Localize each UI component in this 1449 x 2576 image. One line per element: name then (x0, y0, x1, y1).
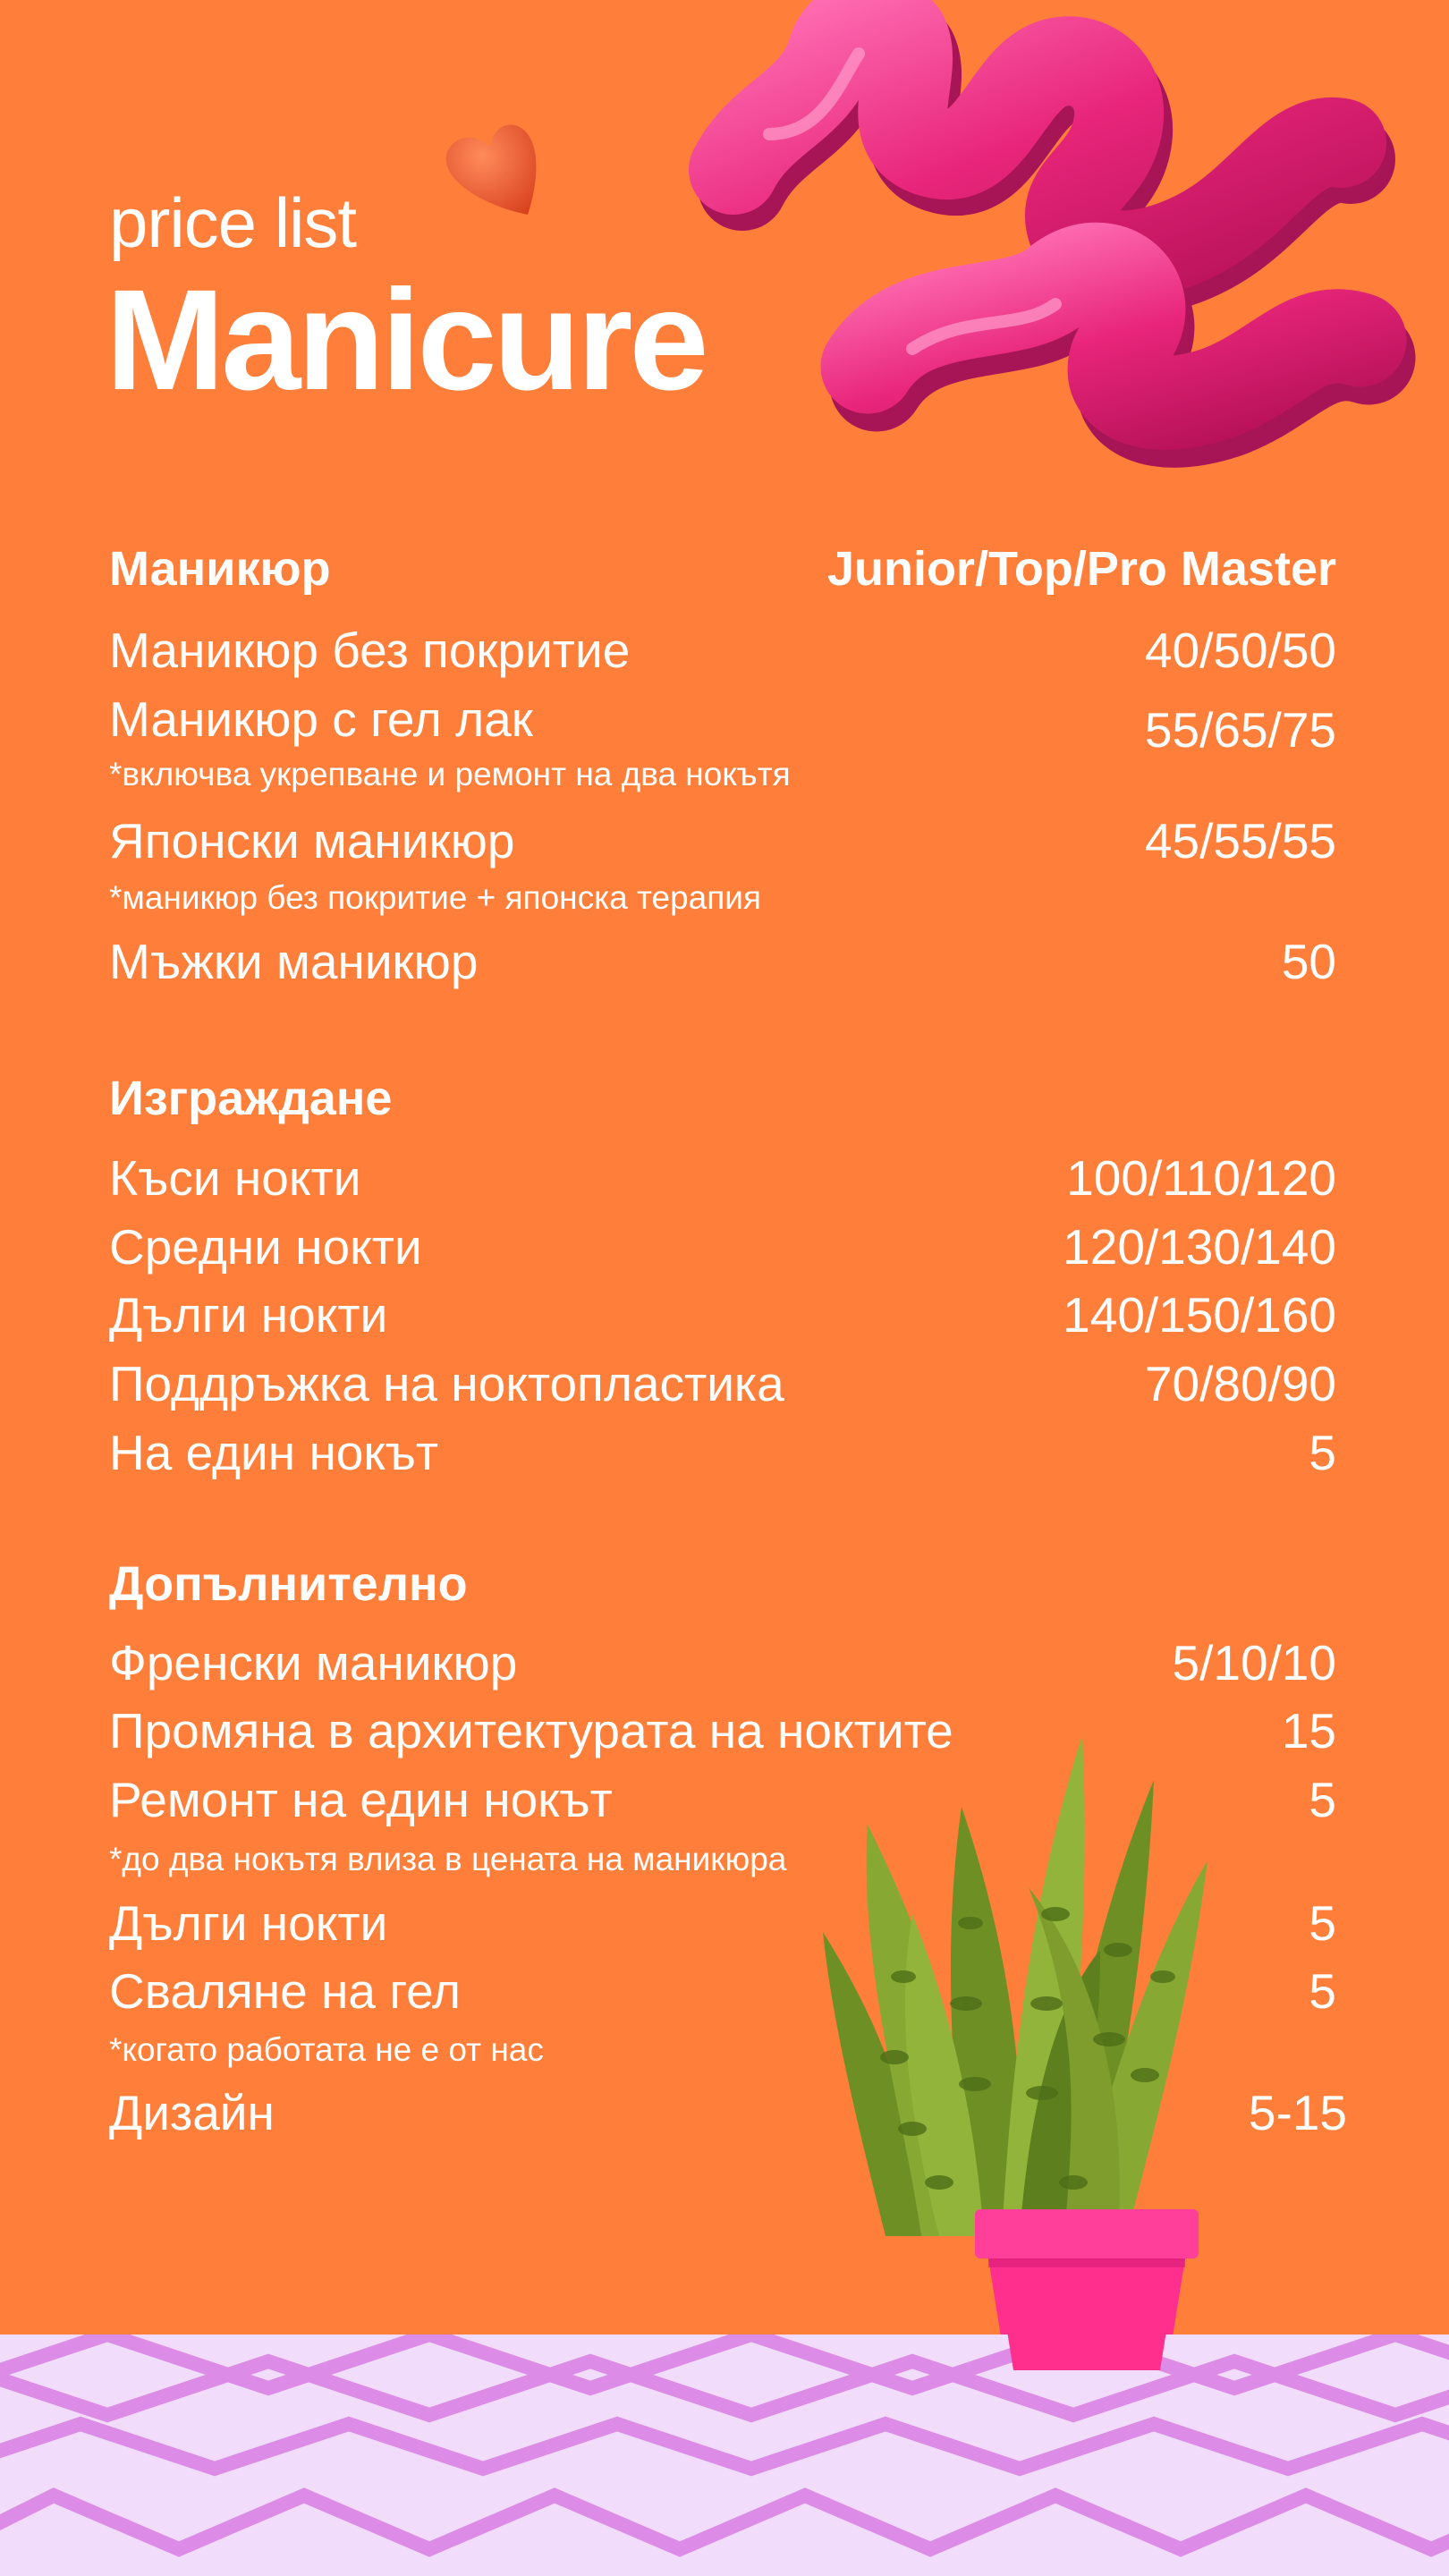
heart-icon (429, 116, 550, 224)
service-name: Ремонт на един нокът (109, 1772, 613, 1827)
service-name: Дълги нокти (109, 1287, 388, 1343)
price-row (109, 691, 1336, 758)
service-price: 50 (1281, 934, 1336, 989)
section-header-manicure (109, 541, 1336, 597)
section-heading: Маникюр (109, 542, 331, 596)
price-row (109, 1355, 1336, 1412)
service-name: Маникюр без покритие (109, 623, 631, 678)
service-name: Маникюр с гел лак (109, 691, 533, 747)
section-heading: Изграждане (109, 1072, 393, 1125)
service-name: Средни нокти (109, 1219, 422, 1275)
service-price: 5 (1309, 1963, 1336, 2019)
service-price: 40/50/50 (1144, 623, 1336, 678)
service-note: *до два нокътя влиза в цената на маникюра (109, 1841, 787, 1877)
price-row (109, 1702, 1336, 1759)
section-header-additional (109, 1556, 1336, 1612)
service-price: 45/55/55 (1144, 813, 1336, 869)
service-name: Сваляне на гел (109, 1963, 461, 2019)
price-row (109, 1286, 1336, 1343)
zigzag-floor (0, 2334, 1449, 2576)
service-price: 5 (1309, 1895, 1336, 1951)
price-row (109, 1634, 1336, 1691)
price-row (109, 1962, 1336, 2020)
section-header-building (109, 1071, 1336, 1126)
column-header: Junior/Top/Pro Master (826, 542, 1336, 596)
price-row (109, 1424, 1336, 1481)
service-note: *включва укрепване и ремонт на два нокътя (109, 756, 791, 792)
price-row (109, 1894, 1336, 1952)
page-title: Manicure (106, 259, 706, 419)
pot-base (1006, 2326, 1176, 2379)
page-subtitle: price list (109, 183, 357, 262)
section-heading: Допълнително (109, 1557, 468, 1611)
service-name: Поддръжка на ноктопластика (109, 1356, 784, 1411)
service-name: Японски маникюр (109, 813, 515, 869)
service-name: Дизайн (109, 2085, 275, 2140)
price-row (109, 812, 1336, 869)
service-name: Дълги нокти (109, 1895, 388, 1951)
price-row (109, 622, 1336, 679)
service-price: 5-15 (1248, 2085, 1347, 2140)
service-price: 5 (1309, 1425, 1336, 1480)
service-note: *когато работата не е от нас (109, 2031, 544, 2068)
service-name: На един нокът (109, 1425, 439, 1480)
service-name: Мъжки маникюр (109, 934, 479, 989)
price-row (109, 1218, 1336, 1275)
service-price: 100/110/120 (1066, 1150, 1336, 1206)
service-name: Френски маникюр (109, 1635, 518, 1690)
service-price: 5/10/10 (1172, 1635, 1336, 1690)
service-price: 55/65/75 (1144, 702, 1336, 758)
service-name: Промяна в архитектурата на ноктите (109, 1703, 953, 1758)
service-name: Къси нокти (109, 1150, 361, 1206)
service-price: 140/150/160 (1063, 1287, 1336, 1343)
service-price: 120/130/140 (1063, 1219, 1336, 1275)
price-row (109, 1771, 1336, 1828)
service-price: 5 (1309, 1772, 1336, 1827)
price-row (109, 1149, 1336, 1207)
service-note: *маникюр без покритие + японска терапия (109, 879, 761, 916)
squiggle-decoration (590, 0, 1449, 501)
price-row (109, 2084, 1347, 2141)
service-price: 70/80/90 (1144, 1356, 1336, 1411)
service-price: 15 (1281, 1703, 1336, 1758)
price-row (109, 933, 1336, 990)
